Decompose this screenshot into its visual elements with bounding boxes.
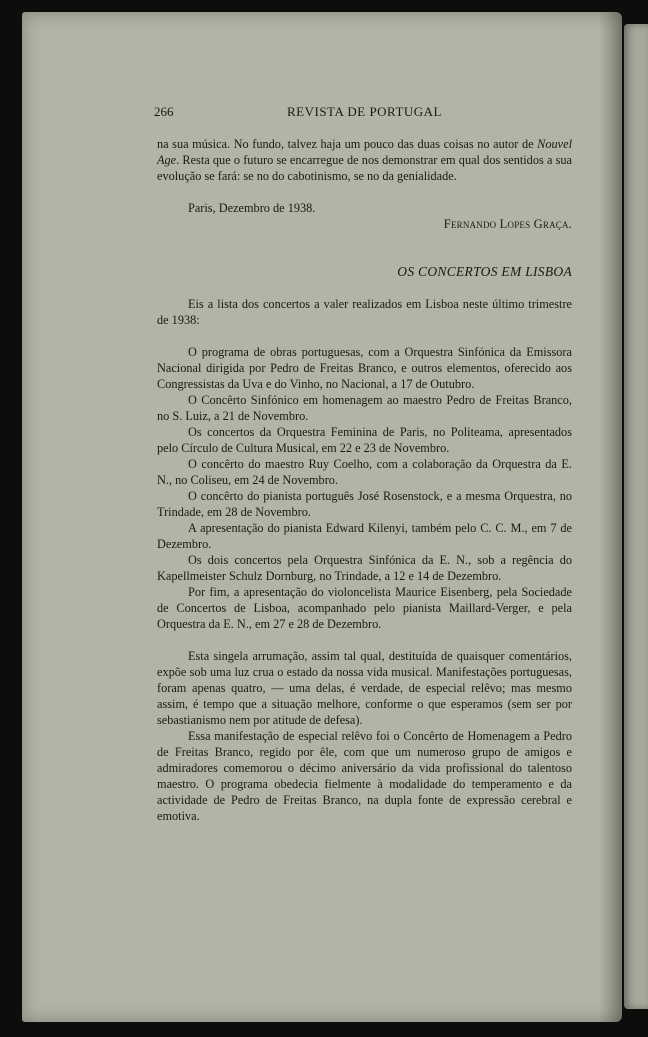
section-lead: Eis a lista dos concertos a valer realizados em Lisboa neste último trimestre de 1938: [157,297,572,327]
page-content [154,104,572,824]
concert-item: Os dois concertos pela Orquestra Sinfónica da E. N., sob a regência do Kapellmeister Schulz Dornburg, no Trindade, a 12 e 14 de Dezembro. [157,553,572,583]
concert-item: A apresentação do pianista Edward Kilenyi, também pelo C. C. M., em 7 de Dezembro. [157,521,572,551]
journal-title: REVISTA DE PORTUGAL [286,104,442,119]
concert-item: O concêrto do pianista português José Rosenstock, e a mesma Orquestra, no Trindade, em 28 de Novembro. [157,489,572,519]
closing-paragraph: Essa manifestação de especial relêvo foi o Concêrto de Homenagem a Pedro de Freitas Branco, regido por êle, com que um numeroso grupo de amigos e admiradores comemorou o décimo aniversário da vida profissional do talentoso maestro. O programa obedecia fielmente à modalidade do temperamento e da actividade de Pedro de Freitas Branco, na dupla fonte de expressão cerebral e emotiva. [157,729,572,823]
author-signature: Fernando Lopes Graça. [443,217,572,231]
concert-item: Os concertos da Orquestra Feminina de Paris, no Politeama, apresentados pelo Círculo de Cultura Musical, em 22 e 23 de Novembro. [157,425,572,455]
page-gutter-shadow [598,12,622,1022]
concert-item: O Concêrto Sinfónico em homenagem ao maestro Pedro de Freitas Branco, no S. Luiz, a 21 de Novembro. [157,393,572,423]
dateline: Paris, Dezembro de 1938. [188,201,316,215]
concert-item: O concêrto do maestro Ruy Coelho, com a colaboração da Orquestra da E. N., no Coliseu, em 24 de Novembro. [157,457,572,487]
intro-text-b: . Resta que o futuro se encarregue de nos demonstrar em qual dos sentidos a sua evolução se fará: se no do cabotinismo, se no da genialidade. [157,153,572,183]
concert-item: Por fim, a apresentação do violoncelista Maurice Eisenberg, pela Sociedade de Concertos de Lisboa, acompanhado pelo pianista Maillard-Verger, e pela Orquestra da E. N., em 27 e 28 de Dezembro. [157,585,572,631]
concert-item: O programa de obras portuguesas, com a Orquestra Sinfónica da Emissora Nacional dirigida por Pedro de Freitas Branco, e outros elementos, oferecido aos Congressistas da Uva e do Vinho, no Nacional, a 17 de Outubro. [157,345,572,391]
closing-paragraph: Esta singela arrumação, assim tal qual, destituída de quaisquer comentários, expõe sob uma luz crua o estado da nossa vida musical. Manifestações portuguesas, foram apenas quatro, — uma delas, é verdade, de especial relêvo; mas mesmo assim, é tempo que a situação melhore, conforme o que esperamos (sem ser por sebastianismo nem por atitude de defesa). [157,649,572,727]
next-page-edge [624,24,648,1009]
running-header [154,104,572,124]
intro-text-a: na sua música. No fundo, talvez haja um pouco das duas coisas no autor de [157,137,538,151]
intro-work-title: Nouvel Age [157,137,572,167]
section-title: OS CONCERTOS EM LISBOA [397,264,572,279]
intro-paragraph [157,136,572,184]
page-number: 266 [154,104,174,119]
